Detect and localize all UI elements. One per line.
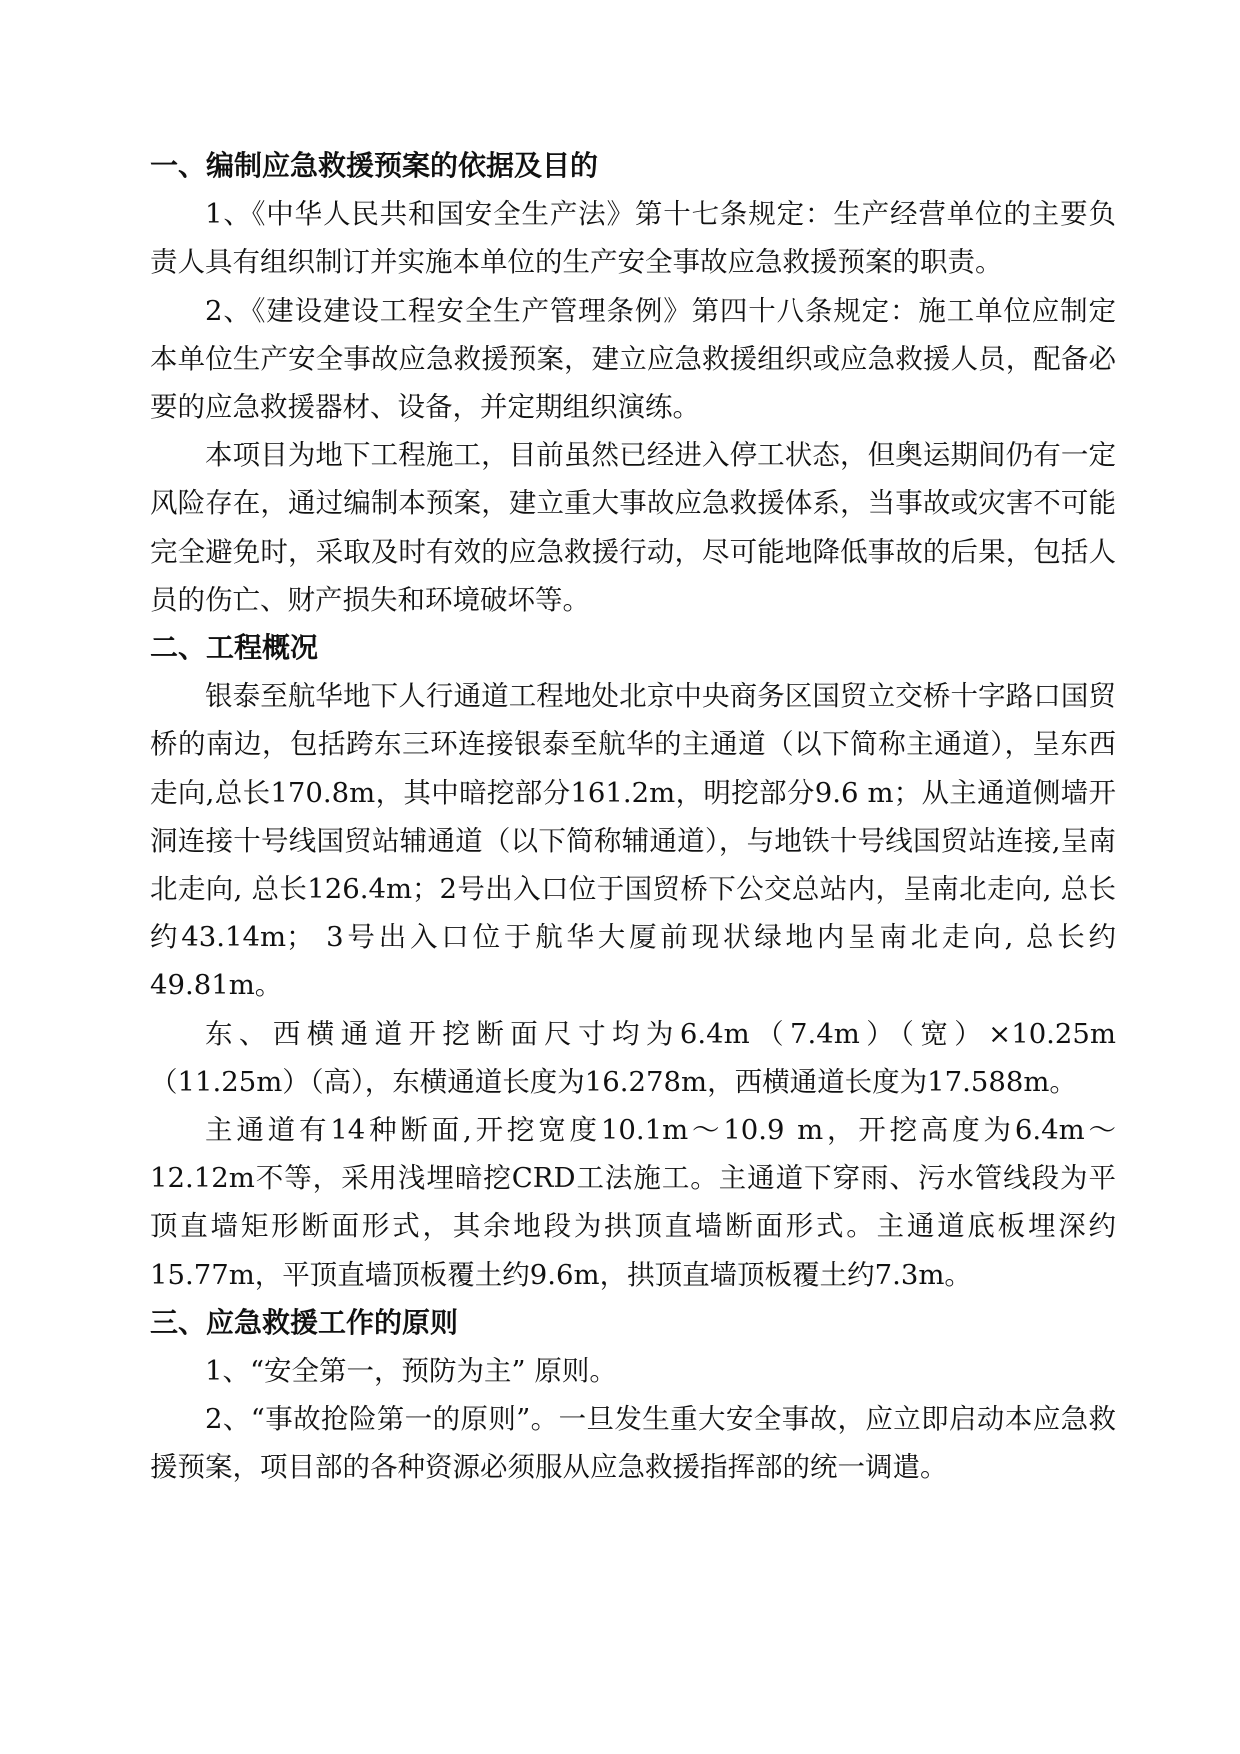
section-project-overview (150, 624, 1116, 1299)
section-heading: 三、应急救援工作的原则 (150, 1305, 459, 1339)
paragraph: 2、《建设建设工程安全生产管理条例》第四十八条规定：施工单位应制定本单位生产安全事故应急救援预案，建立应急救援组织或应急救援人员，配备必要的应急救援器材、设备，并定期组织演练。 (150, 294, 1116, 424)
paragraph: 1、《中华人民共和国安全生产法》第十七条规定：生产经营单位的主要负责人具有组织制订并实施本单位的生产安全事故应急救援预案的职责。 (150, 198, 1116, 279)
paragraph: 2、“事故抢险第一的原则”。一旦发生重大安全事故，应立即启动本应急救援预案，项目部的各种资源必须服从应急救援指挥部的统一调遣。 (150, 1403, 1116, 1484)
section-rescue-principles (150, 1299, 1116, 1492)
section-heading: 二、工程概况 (150, 631, 319, 665)
paragraph: 1、“安全第一，预防为主” 原则。 (205, 1355, 617, 1388)
paragraph: 主通道有14种断面,开挖宽度10.1m～10.9 m，开挖高度为6.4m～12.12m不等，采用浅埋暗挖CRD工法施工。主通道下穿雨、污水管线段为平顶直墙矩形断面形式，其余地段为拱顶直墙断面形式。主通道底板埋深约15.77m，平顶直墙顶板覆土约9.6m，拱顶直墙顶板覆土约7.3m。 (150, 1114, 1116, 1291)
section-basis-and-purpose (150, 142, 1116, 624)
section-heading: 一、编制应急救援预案的依据及目的 (150, 149, 599, 182)
paragraph: 本项目为地下工程施工，目前虽然已经进入停工状态，但奥运期间仍有一定风险存在，通过编制本预案，建立重大事故应急救援体系，当事故或灾害不可能完全避免时，采取及时有效的应急救援行动，尽可能地降低事故的后果，包括人员的伤亡、财产损失和环境破坏等。 (150, 439, 1116, 616)
paragraph: 银泰至航华地下人行通道工程地处北京中央商务区国贸立交桥十字路口国贸桥的南边，包括跨东三环连接银泰至航华的主通道（以下简称主通道），呈东西走向,总长170.8m，其中暗挖部分161.2m，明挖部分9.6 m；从主通道侧墙开洞连接十号线国贸站辅通道（以下简称辅通道），与地铁十号线国贸站连接,呈南北走向, 总长126.4m；2号出入口位于国贸桥下公交总站内，呈南北走向, 总长约43.14m； 3号出入口位于航华大厦前现状绿地内呈南北走向, 总长约49.81m。 (150, 680, 1116, 1002)
paragraph: 东、西横通道开挖断面尺寸均为6.4m（7.4m）（宽）×10.25m（11.25m）（高），东横通道长度为16.278m，西横通道长度为17.588m。 (150, 1017, 1116, 1098)
document-page (150, 142, 1116, 1492)
